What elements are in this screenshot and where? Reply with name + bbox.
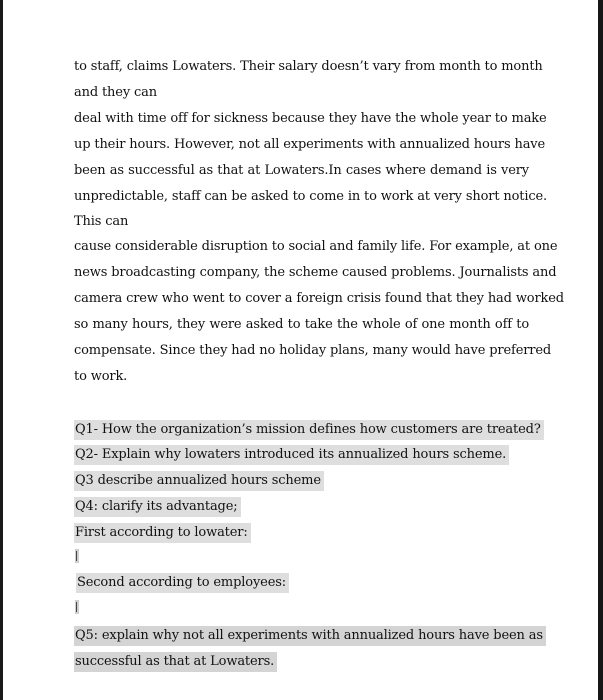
first-advantage-text: First according to lowater: [74,523,251,543]
passage-line: unpredictable, staff can be asked to come in to work at very short notice. [74,189,548,204]
passage-line: to work. [74,369,128,384]
passage-line: news broadcasting company, the scheme caused problems. Journalists and [74,265,557,280]
passage-line: and they can [74,85,157,100]
question-1-text: Q1- How the organization’s mission defines how customers are treated? [74,420,544,440]
question-5-text-line-2: successful as that at Lowaters. [74,652,277,672]
question-3-text: Q3 describe annualized hours scheme [74,471,324,491]
question-2 [74,446,509,464]
text-cursor-marker [75,549,79,563]
text-cursor-marker [75,600,79,614]
question-5-text-line-1: Q5: explain why not all experiments with annualized hours have been as [74,626,546,646]
question-4 [74,498,241,516]
passage-line: compensate. Since they had no holiday plans, many would have preferred [74,343,552,358]
question-4-text: Q4: clarify its advantage; [74,497,241,517]
passage-line: This can [74,214,129,229]
passage-line: camera crew who went to cover a foreign crisis found that they had worked [74,291,564,306]
question-3 [74,472,324,490]
second-advantage-text: Second according to employees: [76,573,289,593]
passage-line: been as successful as that at Lowaters.In cases where demand is very [74,163,529,178]
question-5-line-1 [74,627,546,645]
passage-line: to staff, claims Lowaters. Their salary doesn’t vary from month to month [74,59,543,74]
question-1 [74,421,544,439]
passage-line: cause considerable disruption to social and family life. For example, at one [74,239,558,254]
first-advantage-label [74,524,251,542]
passage-line: deal with time off for sickness because they have the whole year to make [74,111,547,126]
right-page-edge [598,0,603,700]
question-2-text: Q2- Explain why lowaters introduced its annualized hours scheme. [74,445,509,465]
passage-line: so many hours, they were asked to take the whole of one month off to [74,317,529,332]
left-page-edge [0,0,3,700]
second-advantage-label [76,574,289,592]
passage-line: up their hours. However, not all experiments with annualized hours have [74,137,546,152]
question-5-line-2 [74,653,277,671]
